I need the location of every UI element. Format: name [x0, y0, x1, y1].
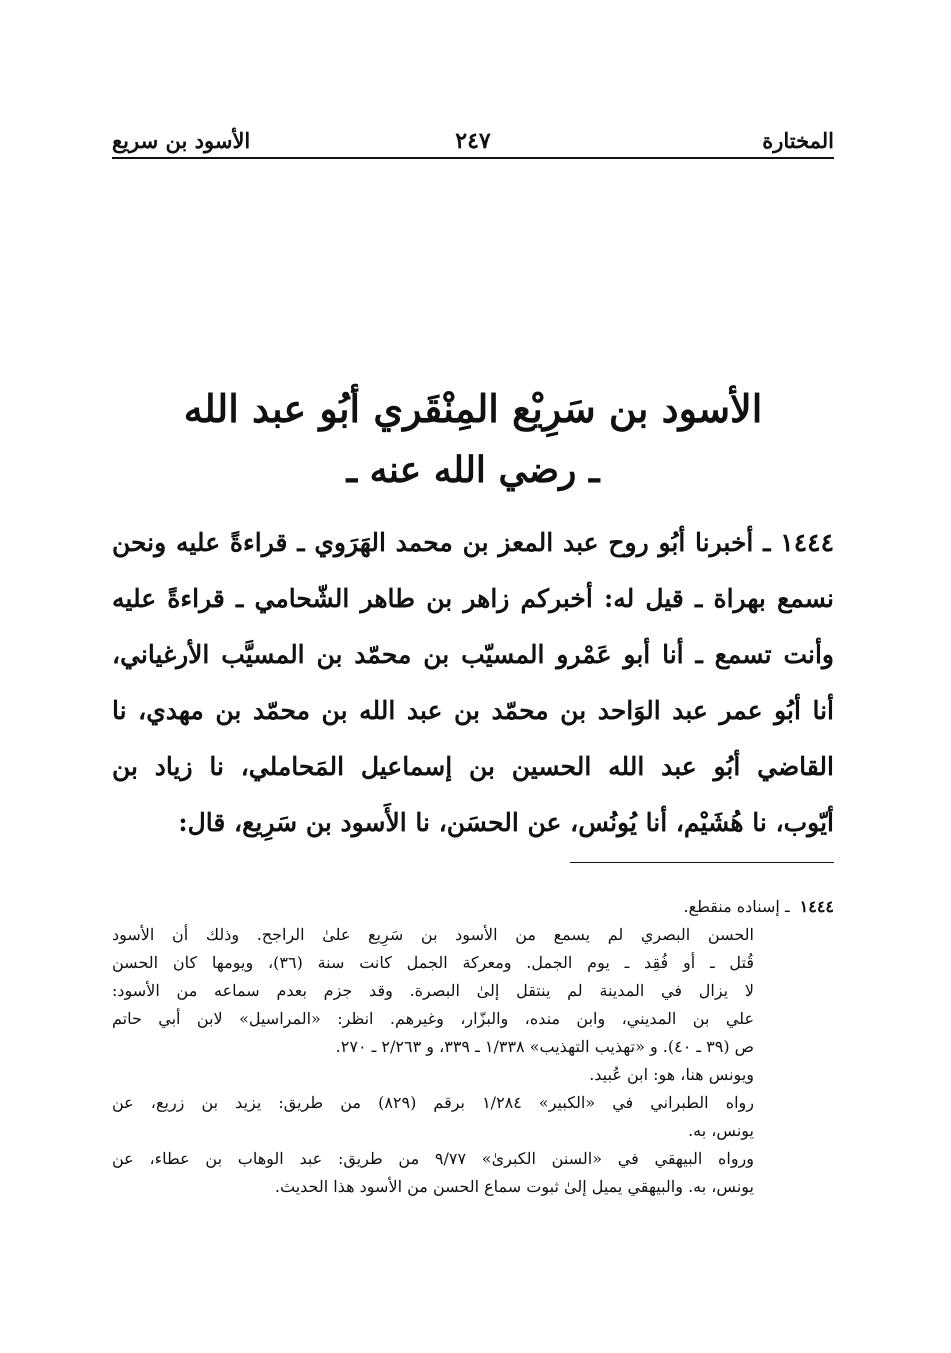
footnote-number: ١٤٤٤ — [799, 897, 834, 916]
main-line: أيّوب، نا هُشَيْم، أنا يُونُس، عن الحسَن، نا الأَسود بن سَرِيع، قال: — [178, 808, 834, 837]
main-line: ١٤٤٤ ـ أخبرنا أبُو روح عبد المعز بن محمد الهَرَوي ـ قراءةً عليه ونحن — [112, 528, 834, 557]
chapter-subtitle: ـ رضي الله عنه ـ — [346, 449, 600, 491]
main-text — [112, 515, 834, 851]
footnote-line: رواه الطبراني في «الكبير» ١/٢٨٤ برقم (٨٢٩) من طريق: يزيد بن زريع، عن — [112, 1093, 754, 1112]
chapter-heading — [112, 380, 834, 498]
footnote-line: الحسن البصري لم يسمع من الأسود بن سَرِيع علىٰ الراجح. وذلك أن الأسود — [112, 925, 754, 944]
main-line: وأنت تسمع ـ أنا أبو عَمْرو المسيّب بن محمّد بن المسيَّب الأرغياني، — [112, 640, 834, 669]
footnote-heading-text: ـ إسناده منقطع. — [683, 897, 790, 916]
chapter-title: الأسود بن سَرِيْع المِنْقَري أبُو عبد الله — [183, 386, 763, 431]
main-line: أنا أبُو عمر عبد الوَاحد بن محمّد بن عبد الله بن محمّد بن مهدي، نا — [112, 696, 834, 725]
footnotes — [112, 893, 834, 1201]
footnote-rule — [570, 862, 834, 863]
header-book-title: المختارة — [762, 128, 834, 153]
main-line: القاضي أبُو عبد الله الحسين بن إسماعيل المَحاملي، نا زياد بن — [112, 752, 834, 781]
footnote-heading-line — [112, 893, 834, 921]
footnote-line: يونس، به. والبيهقي يميل إلىٰ ثبوت سماع الحسن من الأسود هذا الحديث. — [274, 1177, 754, 1196]
footnote-line: ويونس هنا، هو: ابن عُبيد. — [589, 1065, 754, 1084]
main-line: نسمع بهراة ـ قيل له: أخبركم زاهر بن طاهر الشّحامي ـ قراءةً عليه — [112, 584, 834, 613]
footnote-line: ص (٣٩ ـ ٤٠). و «تهذيب التهذيب» ١/٣٣٨ ـ ٣٣٩، و ٢/٢٦٣ ـ ٢٧٠. — [335, 1037, 754, 1056]
footnote-line: لا يزال في المدينة لم ينتقل إلىٰ البصرة. وقد جزم بعدم سماعه من الأسود: — [112, 981, 754, 1000]
header-chapter-name: الأسود بن سريع — [112, 128, 251, 153]
footnote-line: قُتل ـ أو فُقِد ـ يوم الجمل. ومعركة الجمل كانت سنة (٣٦)، ويومها كان الحسن — [112, 953, 755, 972]
footnote-line: ورواه البيهقي في «السنن الكبرىٰ» ٩/٧٧ من طريق: عبد الوهاب بن عطاء، عن — [112, 1149, 754, 1168]
header-rule — [112, 157, 834, 159]
page-number: ٢٤٧ — [455, 128, 491, 154]
footnote-line: يونس، به. — [688, 1121, 754, 1140]
footnote-line: علي بن المديني، وابن منده، والبزّار، وغيرهم. انظر: «المراسيل» لابن أبي حاتم — [112, 1009, 754, 1028]
